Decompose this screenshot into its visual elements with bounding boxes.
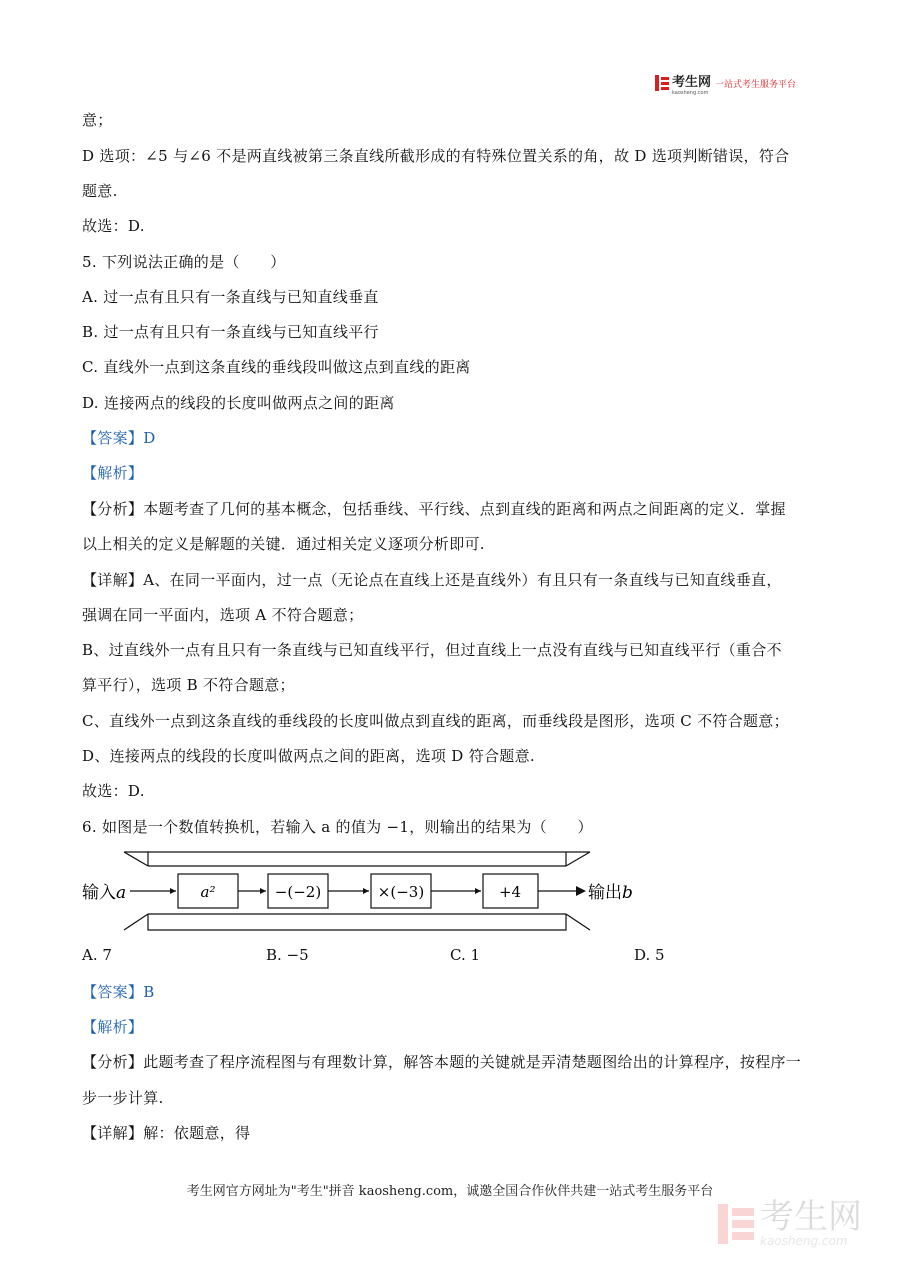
arrow-icon [170, 888, 176, 894]
watermark [718, 1197, 862, 1248]
logo-slogan: 一站式考生服务平台 [715, 79, 797, 90]
choice-a: A. 7 [82, 946, 112, 964]
text-line: 以上相关的定义是解题的关键．通过相关定义逐项分析即可. [82, 535, 485, 553]
text-line: D 选项：∠5 与∠6 不是两直线被第三条直线所截形成的有特殊位置关系的角，故 D 选项判断错误，符合 [82, 147, 790, 165]
choice-c: C. 1 [450, 946, 481, 964]
text-line: 意； [82, 111, 113, 129]
text-line: C、直线外一点到这条直线的垂线段的长度叫做点到直线的距离，而垂线段是图形，选项 C 不符合题意； [82, 712, 789, 730]
logo-domain: kaosheng.com [672, 89, 709, 96]
text-line: 题意. [82, 182, 118, 200]
text-line: B、过直线外一点有且只有一条直线与已知直线平行，但过直线上一点没有直线与已知直线平行（重合不 [82, 641, 782, 659]
analysis-label: 【解析】 [82, 464, 144, 482]
answer-label: 【答案】D [82, 429, 156, 447]
choice-b: B. −5 [266, 946, 309, 964]
page-footer: 考生网官方网址为"考生"拼音 kaosheng.com，诚邀全国合作伙伴共建一站式考生服务平台 [186, 1184, 714, 1199]
arrow-icon [475, 888, 481, 894]
step-3-label: ×(−3) [377, 883, 425, 901]
analysis-label: 【解析】 [82, 1018, 144, 1036]
logo-name: 考生网 [672, 74, 712, 90]
choice-d: D. 5 [634, 946, 665, 964]
step-4-label: +4 [498, 883, 522, 901]
text-line: D、连接两点的线段的长度叫做两点之间的距离，选项 D 符合题意. [82, 747, 535, 765]
watermark-logo-icon [718, 1204, 754, 1244]
watermark-domain: kaosheng.com [760, 1234, 848, 1248]
question-5-stem: 5. 下列说法正确的是（ ） [82, 253, 286, 271]
arrow-icon [363, 888, 369, 894]
text-line: 故选：D. [82, 782, 145, 800]
arrow-icon [260, 888, 266, 894]
option-a: A. 过一点有且只有一条直线与已知直线垂直 [82, 288, 379, 306]
option-d: D. 连接两点的线段的长度叫做两点之间的距离 [82, 394, 395, 412]
arrow-icon [576, 886, 586, 896]
output-label: 输出b [588, 883, 633, 903]
option-c: C. 直线外一点到这条直线的垂线段叫做这点到直线的距离 [82, 358, 471, 376]
text-line: 【详解】解：依题意，得 [82, 1124, 251, 1142]
step-1-label: a² [200, 883, 216, 901]
question-6-stem: 6. 如图是一个数值转换机，若输入 a 的值为 −1，则输出的结果为（ ） [82, 818, 593, 836]
text-line: 【分析】此题考查了程序流程图与有理数计算，解答本题的关键就是弄清楚题图给出的计算程序，按程序一 [82, 1053, 802, 1071]
text-line: 【分析】本题考查了几何的基本概念，包括垂线、平行线、点到直线的距离和两点之间距离的定义．掌握 [82, 500, 786, 518]
answer-label: 【答案】B [82, 983, 155, 1001]
watermark-text: 考生网 [760, 1197, 862, 1237]
option-b: B. 过一点有且只有一条直线与已知直线平行 [82, 323, 379, 341]
text-line: 【详解】A、在同一平面内，过一点（无论点在直线上还是直线外）有且只有一条直线与已知直线垂直， [82, 571, 782, 589]
converter-diagram [78, 848, 638, 934]
input-label: 输入a [82, 883, 127, 903]
text-line: 算平行），选项 B 不符合题意； [82, 676, 295, 694]
text-line: 步一步计算. [82, 1089, 164, 1107]
site-logo [655, 72, 796, 94]
logo-mark-icon [655, 75, 669, 91]
text-line: 强调在同一平面内，选项 A 不符合题意； [82, 606, 364, 624]
text-line: 故选：D. [82, 217, 145, 235]
step-2-label: −(−2) [274, 883, 322, 901]
